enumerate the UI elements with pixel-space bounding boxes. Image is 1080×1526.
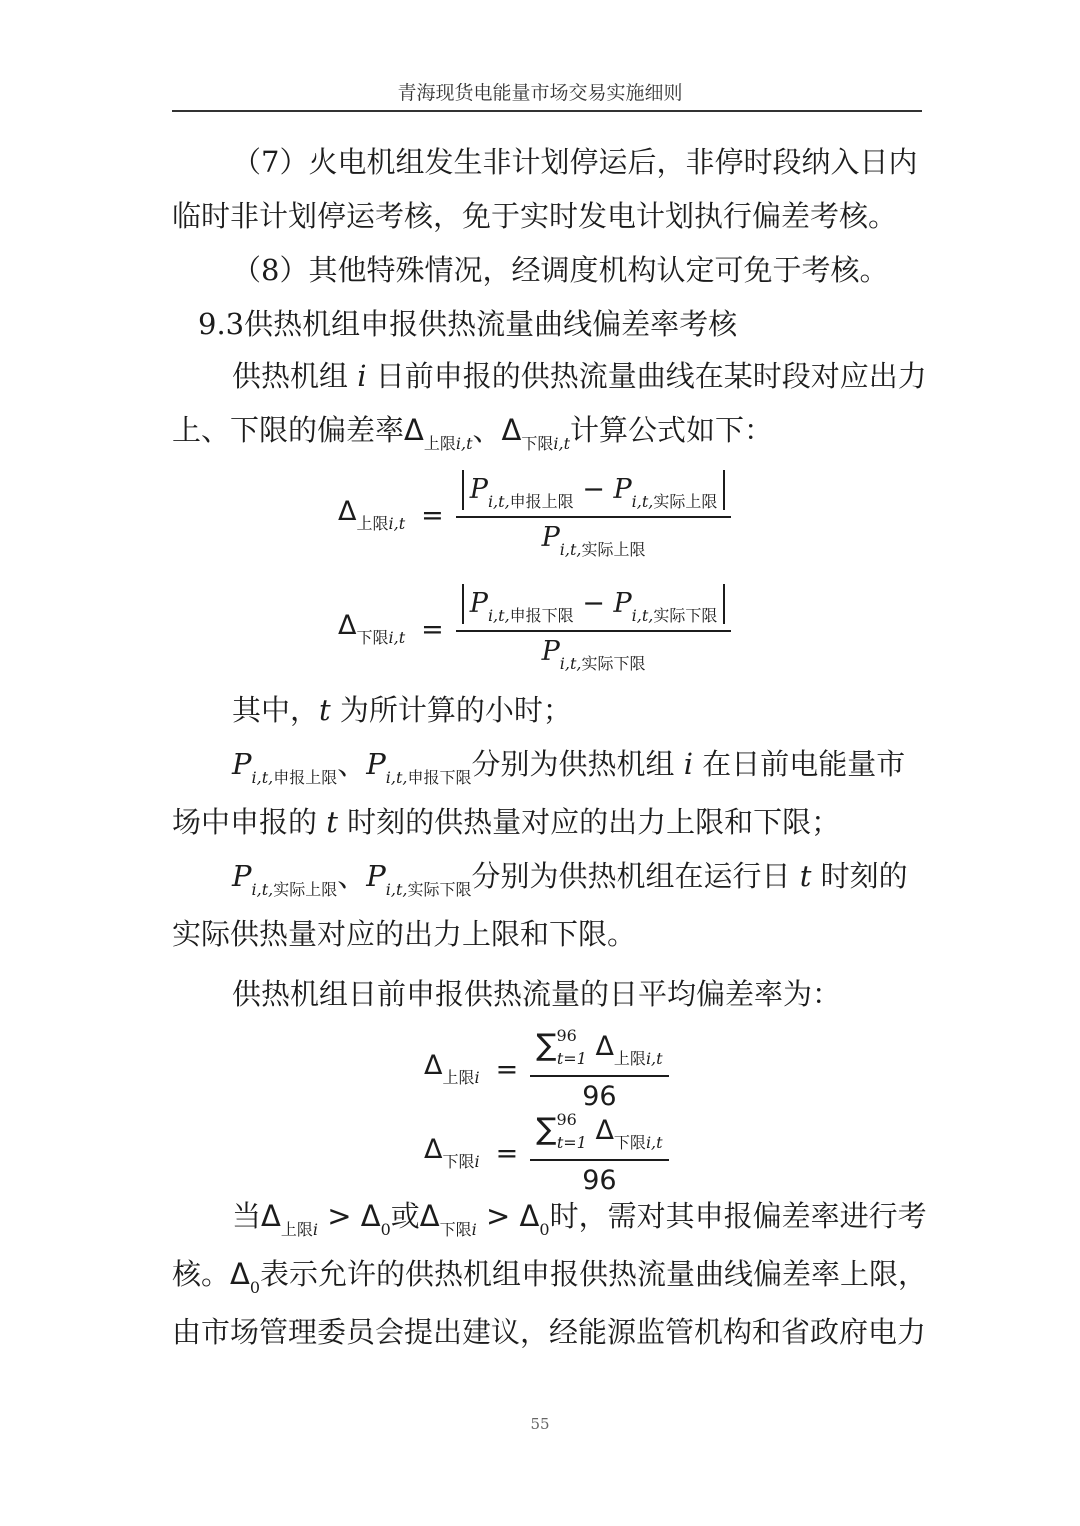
daily-average-intro: 供热机组日前申报供热流量的日平均偏差率为： xyxy=(232,977,842,1011)
absolute-value xyxy=(462,584,726,624)
formula-daily-avg-upper xyxy=(424,1026,669,1112)
sub-it: i,t xyxy=(388,514,406,533)
actual-text-a: 分别为供热机组在运行日 xyxy=(471,859,800,893)
sub-actual-lower: 实际下限 xyxy=(653,606,718,625)
formula-lower-deviation xyxy=(338,584,731,674)
item-8: （8）其他特殊情况，经调度机构认定可免于考核。 xyxy=(232,253,889,287)
numerator xyxy=(530,1026,668,1077)
sub-zero: 0 xyxy=(249,1278,261,1297)
sub-it: i,t, xyxy=(559,654,582,673)
var-P: P xyxy=(232,747,252,781)
sub-declared-upper: 申报上限 xyxy=(509,492,574,511)
sub-zero: 0 xyxy=(380,1220,391,1239)
denominator xyxy=(542,632,646,674)
denominator-96: 96 xyxy=(582,1081,617,1112)
sub-it: i,t, xyxy=(631,492,654,511)
var-i: i xyxy=(683,747,694,781)
item-7-line-2: 临时非计划停运考核，免于实时发电计划执行偏差考核。 xyxy=(172,199,898,233)
separator: 、 xyxy=(337,859,367,893)
delta-symbol: Δ xyxy=(595,1115,614,1146)
var-P: P xyxy=(232,859,252,893)
where-text-b: 为所计算的小时； xyxy=(330,693,572,727)
sub-it: i,t xyxy=(388,628,406,647)
var-P: P xyxy=(366,859,386,893)
cond-line-2-b: 表示允许的供热机组申报供热流量曲线偏差率上限， xyxy=(260,1257,928,1291)
absolute-value xyxy=(462,470,726,510)
separator: 、 xyxy=(337,747,367,781)
var-t: t xyxy=(319,693,331,727)
greater-than: > xyxy=(318,1199,361,1233)
denominator xyxy=(542,518,646,560)
condition-line-3: 由市场管理委员会提出建议，经能源监管机构和省政府电力 xyxy=(172,1315,927,1349)
declared-line-2-b: 时刻的供热量对应的出力上限和下限； xyxy=(337,805,841,839)
sub-it: i,t, xyxy=(251,880,274,899)
delta-symbol: Δ xyxy=(404,413,424,447)
var-P: P xyxy=(541,522,560,553)
sum-icon: ∑ xyxy=(536,1112,557,1147)
cond-text-a: 当 xyxy=(232,1199,262,1233)
delta-symbol: Δ xyxy=(419,1199,440,1233)
sub-actual-upper: 实际上限 xyxy=(581,540,646,559)
sum-upper-bound: 96 xyxy=(556,1110,577,1129)
equals-sign: = xyxy=(421,613,444,645)
sum-lower-bound: t=1 xyxy=(556,1133,587,1152)
intro-line-2-text-a: 上、下限的偏差率 xyxy=(172,413,405,447)
greater-than: > xyxy=(476,1199,520,1233)
var-P: P xyxy=(541,636,560,667)
delta-symbol: Δ xyxy=(519,1199,540,1233)
delta-symbol: Δ xyxy=(338,610,357,641)
item-7-line-1: （7）火电机组发生非计划停运后，非停时段纳入日内 xyxy=(232,145,918,179)
delta-symbol: Δ xyxy=(360,1199,381,1233)
delta-symbol: Δ xyxy=(501,413,522,447)
condition-line-1 xyxy=(232,1198,932,1239)
cond-line-2-a: 核。 xyxy=(172,1257,231,1291)
sub-declared-lower: 申报下限 xyxy=(509,606,574,625)
sub-declared-lower: 申报下限 xyxy=(407,768,472,787)
delta-symbol: Δ xyxy=(230,1257,250,1291)
sub-upper: 上限 xyxy=(613,1049,646,1068)
numerator xyxy=(456,470,732,518)
minus-sign: − xyxy=(582,588,605,619)
separator: 、 xyxy=(472,413,502,447)
var-P: P xyxy=(469,474,488,505)
delta-symbol: Δ xyxy=(424,1050,443,1081)
intro-text-b: 日前申报的供热流量曲线在某时段对应出力 xyxy=(366,359,927,393)
sub-it: i,t, xyxy=(487,492,510,511)
where-text-a: 其中， xyxy=(232,693,320,727)
equals-sign: = xyxy=(495,1137,519,1169)
denominator-96: 96 xyxy=(582,1165,617,1196)
sum-icon: ∑ xyxy=(536,1028,557,1063)
declared-def-line-2 xyxy=(172,804,932,840)
header-rule xyxy=(172,110,922,112)
numerator xyxy=(456,584,732,632)
cond-text-b: 时，需对其申报偏差率进行考 xyxy=(549,1199,927,1233)
sub-lower: 下限 xyxy=(442,1152,475,1171)
equals-sign: = xyxy=(495,1053,519,1085)
delta-symbol: Δ xyxy=(338,496,357,527)
sub-it: i,t xyxy=(455,434,473,453)
declared-text-b: 在日前电能量市 xyxy=(693,747,906,781)
actual-def-line-2: 实际供热量对应的出力上限和下限。 xyxy=(172,917,637,951)
var-P: P xyxy=(613,474,632,505)
sub-upper: 上限 xyxy=(442,1068,475,1087)
sub-it: i,t, xyxy=(385,880,408,899)
fraction xyxy=(530,1110,668,1196)
sum-lower-bound: t=1 xyxy=(556,1049,587,1068)
sub-lower: 下限 xyxy=(521,434,554,453)
var-i: i xyxy=(357,359,367,393)
sub-i: i xyxy=(474,1068,480,1087)
sub-declared-upper: 申报上限 xyxy=(273,768,338,787)
sub-lower: 下限 xyxy=(439,1220,472,1239)
equals-sign: = xyxy=(421,499,444,531)
sub-it: i,t, xyxy=(559,540,582,559)
sub-it: i,t xyxy=(645,1049,663,1068)
intro-line-1 xyxy=(232,358,932,394)
fraction xyxy=(530,1026,668,1112)
sub-it: i,t, xyxy=(385,768,408,787)
intro-text-a: 供热机组 xyxy=(232,359,358,393)
running-header: 青海现货电能量市场交易实施细则 xyxy=(397,82,683,104)
sub-it: i,t, xyxy=(487,606,510,625)
numerator xyxy=(530,1110,668,1161)
cond-or: 或 xyxy=(390,1199,420,1233)
sub-it: i,t, xyxy=(251,768,274,787)
sub-upper: 上限 xyxy=(356,514,389,533)
sub-i: i xyxy=(471,1220,477,1239)
declared-line-2-a: 场中申报的 xyxy=(172,805,327,839)
sub-actual-upper: 实际上限 xyxy=(653,492,718,511)
sub-it: i,t, xyxy=(631,606,654,625)
formula-upper-deviation xyxy=(338,470,731,560)
sub-lower: 下限 xyxy=(613,1133,646,1152)
actual-def-line-1 xyxy=(232,858,932,899)
sub-actual-lower: 实际下限 xyxy=(581,654,646,673)
page-number: 55 xyxy=(530,1415,550,1433)
sub-it: i,t xyxy=(645,1133,663,1152)
minus-sign: − xyxy=(582,474,605,505)
sub-upper: 上限 xyxy=(280,1220,313,1239)
section-heading: 9.3供热机组申报供热流量曲线偏差率考核 xyxy=(198,307,738,341)
delta-symbol: Δ xyxy=(261,1199,281,1233)
sub-i: i xyxy=(474,1152,480,1171)
where-t xyxy=(232,692,932,728)
var-t: t xyxy=(326,805,338,839)
sub-it: i,t xyxy=(553,434,571,453)
delta-symbol: Δ xyxy=(595,1031,614,1062)
condition-line-2 xyxy=(172,1256,932,1297)
sum-upper-bound: 96 xyxy=(556,1026,577,1045)
intro-line-2-text-b: 计算公式如下： xyxy=(570,413,774,447)
var-P: P xyxy=(469,588,488,619)
declared-def-line-1 xyxy=(232,746,932,787)
var-P: P xyxy=(366,747,386,781)
sub-lower: 下限 xyxy=(356,628,389,647)
sub-zero: 0 xyxy=(539,1220,550,1239)
sub-actual-upper: 实际上限 xyxy=(273,880,338,899)
declared-text-a: 分别为供热机组 xyxy=(471,747,684,781)
formula-daily-avg-lower xyxy=(424,1110,669,1196)
sub-upper: 上限 xyxy=(423,434,456,453)
var-t: t xyxy=(799,859,812,893)
fraction xyxy=(456,470,732,560)
sub-actual-lower: 实际下限 xyxy=(407,880,472,899)
fraction xyxy=(456,584,732,674)
var-P: P xyxy=(613,588,632,619)
delta-symbol: Δ xyxy=(424,1134,443,1165)
actual-text-b: 时刻的 xyxy=(811,859,908,893)
sub-i: i xyxy=(312,1220,318,1239)
intro-line-2 xyxy=(172,412,932,453)
